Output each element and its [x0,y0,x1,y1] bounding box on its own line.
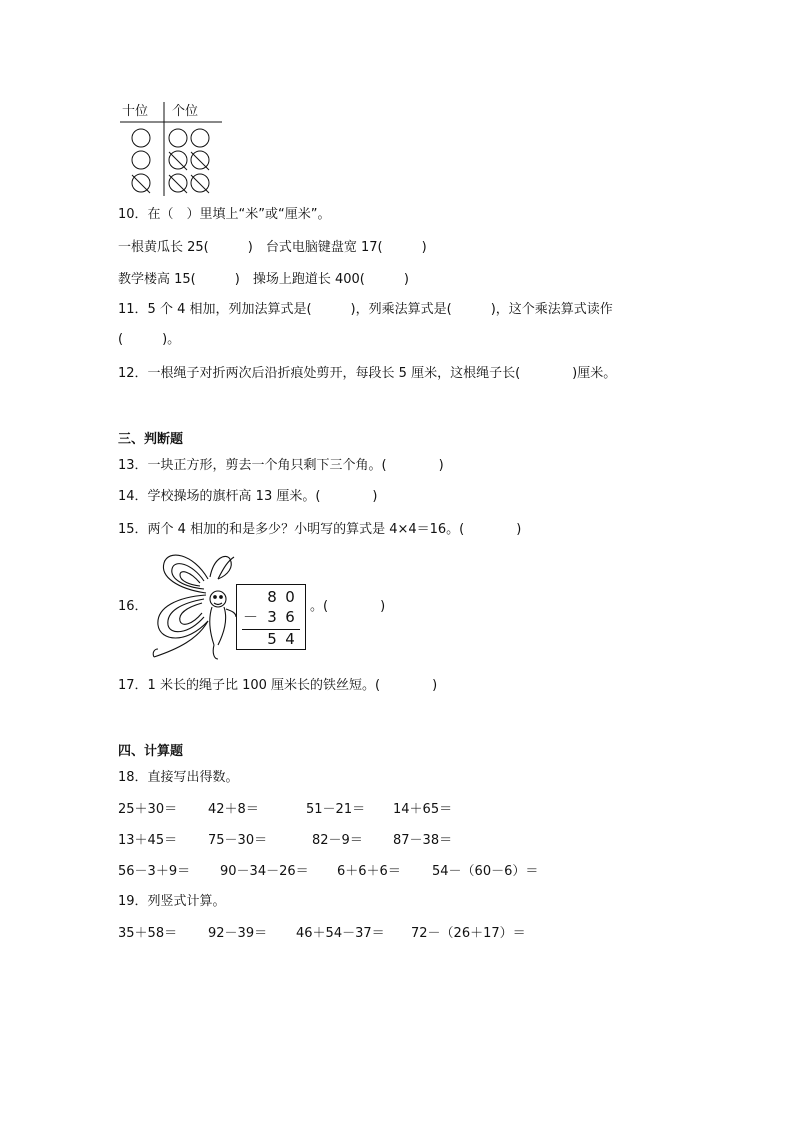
butterfly-icon [148,549,238,665]
q18-r1-c3: 51－21＝ [306,802,366,817]
q19-c1: 35＋58＝ [118,926,178,941]
q18-r3-c4: 54－（60－6）＝ [432,864,539,879]
q10-title: 10．在（ ）里填上“米”或“厘米”。 [118,207,331,222]
q18-r3-c2: 90－34－26＝ [220,864,309,879]
res-ones-digit: 4 [285,630,295,648]
q19-c2: 92－39＝ [208,926,268,941]
minus-sign: － [243,608,259,626]
q10-line1: 一根黄瓜长 25( ) 台式电脑键盘宽 17( ) [118,240,427,255]
q16-tail: 。( ) [310,599,386,614]
q18-title: 18．直接写出得数。 [118,770,239,785]
top-tens-digit: 8 [267,588,277,606]
res-tens-digit: 5 [267,630,277,648]
tens-header: 十位 [122,104,149,119]
q19-c3: 46＋54－37＝ [296,926,385,941]
ones-header: 个位 [172,104,199,119]
q18-r1-c4: 14＋65＝ [393,802,453,817]
q18-r1-c1: 25＋30＝ [118,802,178,817]
q18-r1-c2: 42＋8＝ [208,802,259,817]
q16-number: 16． [118,599,148,614]
q14-text: 14．学校操场的旗杆高 13 厘米。( ) [118,489,378,504]
vertical-subtraction-box [236,584,306,650]
mid-tens-digit: 3 [267,608,277,626]
q18-r2-c4: 87－38＝ [393,833,453,848]
q12-text: 12．一根绳子对折两次后沿折痕处剪开，每段长 5 厘米，这根绳子长( )厘米。 [118,366,617,381]
q18-r2-c2: 75－30＝ [208,833,268,848]
q17-text: 17．1 米长的绳子比 100 厘米长的铁丝短。( ) [118,678,438,693]
q13-text: 13．一块正方形，剪去一个角只剩下三个角。( ) [118,458,444,473]
mid-ones-digit: 6 [285,608,295,626]
section3-title: 三、判断题 [118,432,184,447]
q11-line2: ( )。 [118,332,181,347]
q18-r3-c3: 6＋6＋6＝ [337,864,401,879]
q19-c4: 72－（26＋17）＝ [411,926,526,941]
top-ones-digit: 0 [285,588,295,606]
q18-r3-c1: 56－3＋9＝ [118,864,191,879]
q18-r2-c3: 82－9＝ [312,833,363,848]
q11-line1: 11．5 个 4 相加，列加法算式是( )，列乘法算式是( )，这个乘法算式读作 [118,302,613,317]
section4-title: 四、计算题 [118,744,184,759]
q18-r2-c1: 13＋45＝ [118,833,178,848]
q10-line2: 教学楼高 15( ) 操场上跑道长 400( ) [118,272,409,287]
butterfly-illustration [148,549,238,665]
q19-title: 19．列竖式计算。 [118,894,226,909]
q15-text: 15．两个 4 相加的和是多少？小明写的算式是 4×4＝16。( ) [118,522,522,537]
place-value-chart [120,100,230,196]
